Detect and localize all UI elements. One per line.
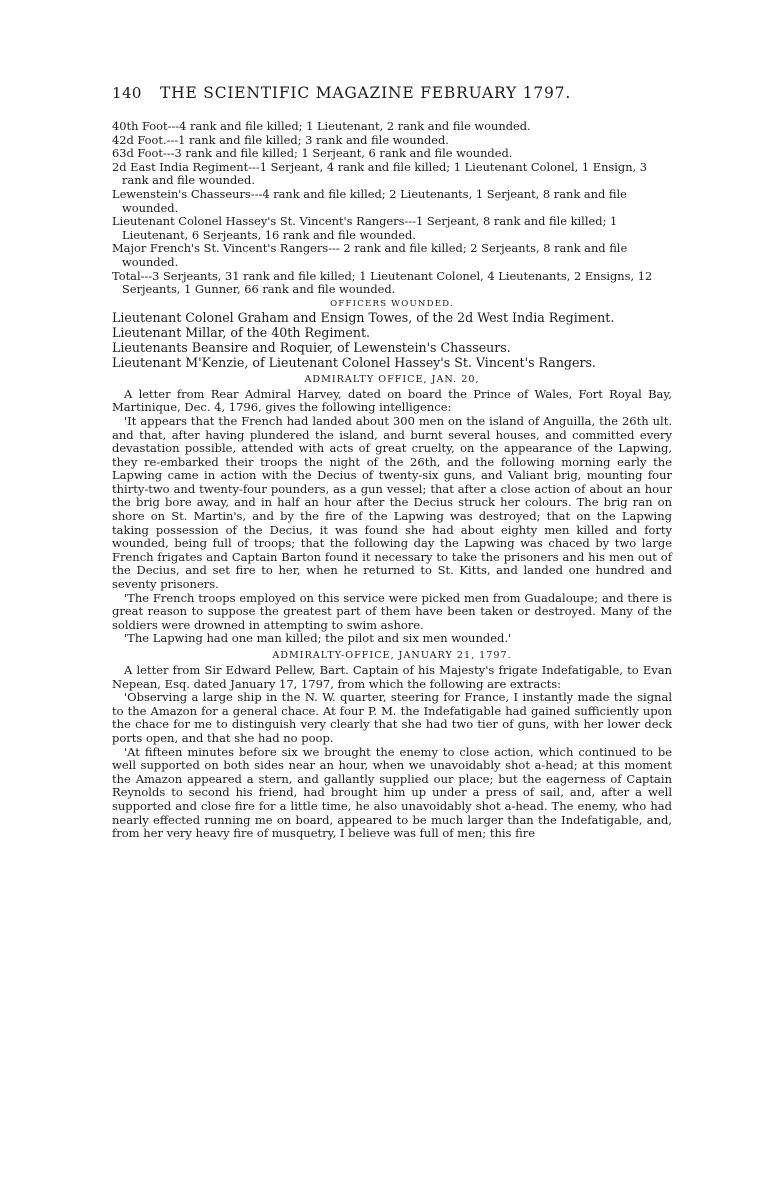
casualty-list	[112, 120, 672, 297]
casualty-entry: 63d Foot---3 rank and file killed; 1 Serjeant, 6 rank and file wounded.	[112, 146, 513, 161]
dispatch-pellew	[112, 650, 672, 841]
officer-entry: Lieutenants Beansire and Roquier, of Lewenstein's Chasseurs.	[112, 339, 511, 355]
officer-entry: Lieutenant Colonel Graham and Ensign Towes, of the 2d West India Regiment.	[112, 309, 615, 325]
officer-entry: Lieutenant Millar, of the 40th Regiment.	[112, 324, 371, 340]
paragraph: 'It appears that the French had landed about 300 men on the island of Anguilla, the 26th ult. and that, after having plundered the island, and burnt several houses, and committed every devastation possible, attended with acts of great cruelty, on the appearance of the Lapwing, they re-embarked their troops the night of the 26th, and the following morning early the Lapwing came in action with the Decius of twenty-six guns, and Valiant brig, mounting four thirty-two and twenty-four pounders, as a gun vessel; that after a close action of about an hour the brig bore away, and in half an hour after the Decius struck her colours. The brig ran on shore on St. Martin's, and by the fire of the Lapwing was destroyed; that on the Lapwing taking possession of the Decius, it was found she had about eighty men killed and forty wounded, being full of troops; that the following day the Lapwing was chaced by two large French frigates and Captain Barton found it necessary to take the prisoners and his men out of the Decius, and set fire to her, when he returned to St. Kitts, and landed one hundred and seventy prisoners.	[112, 413, 672, 592]
paragraph: A letter from Sir Edward Pellew, Bart. Captain of his Majesty's frigate Indefatigable, to Evan Nepean, Esq. dated January 17, 1797, from which the following are extracts:	[112, 663, 672, 691]
officers-heading: OFFICERS WOUNDED.	[330, 298, 454, 309]
paragraph: 'The Lapwing had one man killed; the pilot and six men wounded.'	[124, 631, 512, 646]
dispatch-harvey	[112, 374, 672, 646]
officer-entry: Lieutenant M'Kenzie, of Lieutenant Colonel Hassey's St. Vincent's Rangers.	[112, 354, 596, 370]
page	[112, 84, 672, 841]
page-number: 140	[112, 84, 142, 102]
dispatch-heading: ADMIRALTY-OFFICE, JANUARY 21, 1797.	[272, 650, 512, 661]
casualty-entry: 2d East India Regiment---1 Serjeant, 4 rank and file killed; 1 Lieutenant Colonel, 1 Ensign, 3 rank and file wounded.	[112, 159, 648, 188]
casualty-entry: 42d Foot.---1 rank and file killed; 3 rank and file wounded.	[112, 132, 449, 147]
paragraph: 'The French troops employed on this service were picked men from Guadaloupe; and there is great reason to suppose the greatest part of them have been taken or destroyed. Many of the soldiers were drowned in attempting to swim ashore.	[112, 590, 672, 632]
casualty-entry: Lewenstein's Chasseurs---4 rank and file killed; 2 Lieutenants, 1 Serjeant, 8 rank and file wounded.	[112, 186, 627, 215]
casualty-entry: Total---3 Serjeants, 31 rank and file killed; 1 Lieutenant Colonel, 4 Lieutenants, 2 Ensigns, 12 Serjeants, 1 Gunner, 66 rank and file wounded.	[112, 268, 653, 297]
casualty-entry: Lieutenant Colonel Hassey's St. Vincent's Rangers---1 Serjeant, 8 rank and file killed; 1 Lieutenant, 6 Serjeants, 16 rank and file wounded.	[112, 214, 618, 242]
officers-list	[112, 310, 672, 370]
paragraph: 'Observing a large ship in the N. W. quarter, steering for France, I instantly made the signal to the Amazon for a general chace. At four P. M. the Indefatigable had gained sufficiently upon the chace for me to distinguish very clearly that she had two tier of guns, with her lower deck ports open, and that she had no poop.	[112, 690, 672, 745]
casualty-entry: 40th Foot---4 rank and file killed; 1 Lieutenant, 2 rank and file wounded.	[112, 119, 531, 133]
casualty-entry: Major French's St. Vincent's Rangers--- 2 rank and file killed; 2 Serjeants, 8 rank and file wounded.	[112, 241, 628, 269]
running-header	[112, 84, 672, 102]
running-title: THE SCIENTIFIC MAGAZINE FEBRUARY 1797.	[160, 84, 572, 102]
dispatch-heading: ADMIRALTY OFFICE, JAN. 20,	[304, 373, 480, 385]
paragraph: A letter from Rear Admiral Harvey, dated on board the Prince of Wales, Fort Royal Bay, Martinique, Dec. 4, 1796, gives the following intelligence:	[112, 386, 672, 415]
paragraph: 'At fifteen minutes before six we brought the enemy to close action, which continued to be well supported on both sides near an hour, when we unavoidably shot a-head; at this moment the Amazon appeared a stern, and gallantly supplied our place; but the eagerness of Captain Reynolds to second his friend, had brought him up under a press of sail, and, after a well supported and close fire for a little time, he also unavoidably shot a-head. The enemy, who had nearly effected running me on board, appeared to be much larger than the Indefatigable, and, from her very heavy fire of musquetry, I believe was full of men; this fire	[112, 744, 672, 841]
